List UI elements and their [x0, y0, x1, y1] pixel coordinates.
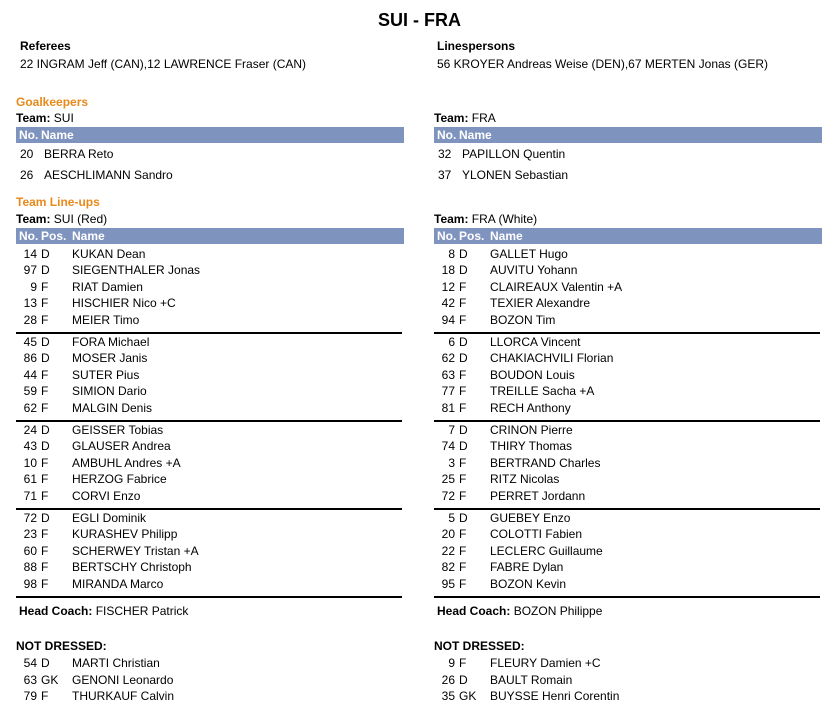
player-row: [16, 350, 404, 366]
team-name: SUI: [53, 111, 74, 125]
team-label: [434, 111, 496, 125]
player-number: 9: [448, 656, 455, 670]
player-number: 25: [441, 472, 455, 487]
player-position: D: [459, 335, 468, 349]
player-row: [434, 334, 822, 350]
team-lineup-name: SUI (Red): [53, 212, 108, 226]
player-position: F: [41, 296, 49, 311]
linespersons-label: Linespersons: [437, 39, 516, 53]
player-number: 94: [441, 312, 455, 327]
not-dressed-heading: NOT DRESSED:: [16, 639, 107, 653]
team-lineup-label: [16, 212, 107, 226]
team-label: [16, 111, 74, 125]
player-number: 63: [441, 367, 455, 382]
player-name: SIEGENTHALER Jonas: [72, 263, 201, 278]
player-number: 88: [23, 560, 37, 575]
player-row: [434, 279, 822, 295]
player-row: [434, 422, 822, 438]
player-row: [16, 438, 404, 454]
player-number: 9: [30, 279, 37, 294]
player-name: LLORCA Vincent: [490, 335, 581, 349]
player-name: RIAT Damien: [72, 279, 143, 294]
player-position: F: [41, 527, 49, 542]
player-number: 5: [448, 511, 455, 525]
player-name: SUTER Pius: [72, 367, 140, 382]
player-name: COLOTTI Fabien: [490, 527, 583, 542]
player-name: TEXIER Alexandre: [490, 296, 591, 311]
col-pos: Pos.: [41, 229, 67, 243]
player-position: F: [459, 279, 467, 294]
player-position: D: [41, 439, 50, 454]
player-row: [16, 559, 404, 575]
player-name: CORVI Enzo: [72, 488, 141, 503]
player-number: 61: [23, 472, 37, 487]
col-pos: Pos.: [459, 229, 485, 243]
player-row: [16, 543, 404, 559]
player-name: BUYSSE Henri Corentin: [490, 689, 620, 703]
player-number: 12: [441, 279, 455, 294]
player-name: TREILLE Sacha +A: [490, 384, 595, 399]
player-row: [16, 367, 404, 383]
player-position: F: [459, 656, 467, 670]
player-name: GLAUSER Andrea: [72, 439, 171, 454]
goalkeeper-name: PAPILLON Quentin: [462, 147, 566, 161]
player-row: [434, 455, 822, 471]
player-name: MEIER Timo: [72, 312, 140, 327]
player-number: 60: [23, 543, 37, 558]
player-number: 74: [441, 439, 455, 454]
player-name: GUEBEY Enzo: [490, 511, 571, 525]
player-name: CHAKIACHVILI Florian: [490, 351, 614, 366]
player-number: 14: [23, 247, 37, 261]
player-number: 8: [448, 247, 455, 261]
player-name: BOZON Kevin: [490, 576, 567, 591]
goalkeeper-name: AESCHLIMANN Sandro: [44, 168, 173, 182]
player-position: D: [41, 263, 50, 278]
player-row: [434, 510, 822, 526]
col-name: Name: [41, 128, 74, 142]
player-position: F: [459, 312, 467, 327]
player-position: F: [459, 488, 467, 503]
player-name: GALLET Hugo: [490, 247, 568, 261]
player-row: [16, 526, 404, 542]
player-name: BOUDON Louis: [490, 367, 575, 382]
player-row: [434, 400, 822, 416]
player-row: [16, 455, 404, 471]
referees-value: 22 INGRAM Jeff (CAN),12 LAWRENCE Fraser (CAN): [20, 57, 307, 71]
player-number: 62: [23, 400, 37, 415]
player-number: 98: [23, 576, 37, 591]
player-row: [16, 655, 404, 671]
player-row: [434, 526, 822, 542]
player-position: D: [41, 247, 50, 261]
col-no: No.: [437, 128, 457, 142]
player-row: [16, 672, 404, 688]
player-position: F: [41, 472, 49, 487]
player-name: FLEURY Damien +C: [490, 656, 601, 670]
goalkeeper-number: 26: [20, 168, 34, 182]
player-position: F: [41, 543, 49, 558]
team-name: FRA: [471, 111, 496, 125]
line-separator: [434, 596, 820, 598]
player-row: [16, 576, 404, 592]
player-number: 22: [441, 543, 455, 558]
player-number: 72: [441, 488, 455, 503]
player-number: 3: [448, 455, 455, 470]
head-coach-label: Head Coach:: [19, 604, 93, 618]
team-lineups-heading: Team Line-ups: [16, 195, 100, 209]
player-number: 59: [23, 384, 37, 399]
player-name: GENONI Leonardo: [72, 672, 174, 687]
player-name: BOZON Tim: [490, 312, 556, 327]
head-coach: [437, 604, 602, 618]
player-row: [16, 383, 404, 399]
player-row: [434, 488, 822, 504]
player-name: KUKAN Dean: [72, 247, 146, 261]
col-name: Name: [490, 229, 523, 243]
head-coach-name: BOZON Philippe: [513, 604, 603, 618]
player-position: F: [459, 400, 467, 415]
player-number: 42: [441, 296, 455, 311]
player-name: AUVITU Yohann: [490, 263, 578, 278]
page-title: SUI - FRA: [378, 10, 461, 30]
player-name: GEISSER Tobias: [72, 423, 164, 437]
player-position: F: [459, 576, 467, 591]
player-row: [16, 471, 404, 487]
player-position: F: [41, 367, 49, 382]
player-row: [16, 295, 404, 311]
goalkeeper-name: BERRA Reto: [44, 147, 114, 161]
player-row: [434, 350, 822, 366]
player-row: [434, 471, 822, 487]
player-name: BERTRAND Charles: [490, 455, 601, 470]
player-number: 20: [441, 527, 455, 542]
player-number: 18: [441, 263, 455, 278]
player-position: D: [41, 335, 50, 349]
not-dressed-heading: NOT DRESSED:: [434, 639, 525, 653]
player-position: F: [41, 455, 49, 470]
player-number: 7: [448, 423, 455, 437]
player-position: F: [459, 560, 467, 575]
player-name: SIMION Dario: [72, 384, 147, 399]
player-name: MALGIN Denis: [72, 400, 153, 415]
team-label-text: Team:: [434, 111, 469, 125]
player-position: F: [41, 400, 49, 415]
col-name: Name: [72, 229, 105, 243]
player-number: 24: [23, 423, 37, 437]
goalkeeper-number: 32: [438, 147, 452, 161]
player-position: F: [459, 296, 467, 311]
player-number: 44: [23, 367, 37, 382]
player-number: 79: [23, 689, 37, 703]
player-row: [434, 543, 822, 559]
player-position: F: [459, 455, 467, 470]
player-position: F: [41, 488, 49, 503]
player-row: [434, 367, 822, 383]
player-position: GK: [41, 672, 59, 687]
team-label-text: Team:: [434, 212, 469, 226]
player-name: RECH Anthony: [490, 400, 571, 415]
player-row: [434, 383, 822, 399]
player-row: [16, 312, 404, 328]
player-name: CLAIREAUX Valentin +A: [490, 279, 623, 294]
player-number: 82: [441, 560, 455, 575]
player-number: 97: [23, 263, 37, 278]
goalkeeper-number: 20: [20, 147, 34, 161]
team-lineup-label: [434, 212, 537, 226]
player-name: MIRANDA Marco: [72, 576, 164, 591]
player-position: F: [41, 279, 49, 294]
player-position: D: [459, 263, 468, 278]
team-label-text: Team:: [16, 111, 51, 125]
col-no: No.: [19, 229, 39, 243]
player-row: [434, 559, 822, 575]
player-number: 26: [441, 672, 455, 687]
referees-label: Referees: [20, 39, 71, 53]
player-row: [434, 438, 822, 454]
player-name: FABRE Dylan: [490, 560, 564, 575]
player-row: [434, 246, 822, 262]
player-name: FORA Michael: [72, 335, 150, 349]
line-separator: [16, 596, 402, 598]
player-row: [16, 400, 404, 416]
goalkeeper-number: 37: [438, 168, 452, 182]
player-row: [434, 688, 822, 704]
player-name: BERTSCHY Christoph: [72, 560, 192, 575]
player-name: PERRET Jordann: [490, 488, 586, 503]
goalkeeper-name: YLONEN Sebastian: [462, 168, 569, 182]
player-row: [434, 576, 822, 592]
player-position: F: [459, 472, 467, 487]
player-name: MOSER Janis: [72, 351, 148, 366]
player-name: HERZOG Fabrice: [72, 472, 167, 487]
player-number: 28: [23, 312, 37, 327]
player-number: 62: [441, 351, 455, 366]
goalkeepers-header-bar: [434, 127, 822, 143]
player-position: F: [41, 576, 49, 591]
player-number: 35: [441, 689, 455, 703]
player-row: [16, 510, 404, 526]
player-row: [434, 672, 822, 688]
player-row: [16, 262, 404, 278]
player-position: F: [41, 689, 49, 703]
head-coach-name: FISCHER Patrick: [95, 604, 189, 618]
player-position: D: [41, 511, 50, 525]
col-no: No.: [437, 229, 457, 243]
player-row: [16, 488, 404, 504]
col-name: Name: [459, 128, 492, 142]
team-lineup-name: FRA (White): [471, 212, 538, 226]
player-position: D: [41, 656, 50, 670]
player-number: 77: [441, 384, 455, 399]
player-name: KURASHEV Philipp: [72, 527, 178, 542]
player-position: F: [459, 543, 467, 558]
head-coach: [19, 604, 188, 618]
player-name: THURKAUF Calvin: [72, 689, 175, 703]
player-position: GK: [459, 689, 477, 703]
player-position: F: [41, 384, 49, 399]
player-name: LECLERC Guillaume: [490, 543, 603, 558]
player-number: 72: [23, 511, 37, 525]
player-number: 45: [23, 335, 37, 349]
player-position: D: [41, 423, 50, 437]
player-position: D: [459, 423, 468, 437]
goalkeepers-heading: Goalkeepers: [16, 95, 89, 109]
player-number: 95: [441, 576, 455, 591]
player-name: BAULT Romain: [490, 672, 573, 687]
player-position: D: [459, 439, 468, 454]
player-number: 63: [23, 672, 37, 687]
player-position: D: [41, 351, 50, 366]
player-name: MARTI Christian: [72, 656, 160, 670]
player-row: [434, 655, 822, 671]
head-coach-label: Head Coach:: [437, 604, 511, 618]
player-number: 23: [23, 527, 37, 542]
player-position: D: [459, 247, 468, 261]
col-no: No.: [19, 128, 39, 142]
player-number: 13: [23, 296, 37, 311]
player-name: SCHERWEY Tristan +A: [72, 543, 199, 558]
player-row: [434, 312, 822, 328]
player-number: 81: [441, 400, 455, 415]
player-position: D: [459, 511, 468, 525]
player-number: 86: [23, 351, 37, 366]
player-name: CRINON Pierre: [490, 423, 573, 437]
player-name: RITZ Nicolas: [490, 472, 560, 487]
player-name: HISCHIER Nico +C: [72, 296, 176, 311]
player-number: 43: [23, 439, 37, 454]
player-name: EGLI Dominik: [72, 511, 147, 525]
player-name: THIRY Thomas: [490, 439, 573, 454]
player-name: AMBUHL Andres +A: [72, 455, 181, 470]
team-label-text: Team:: [16, 212, 51, 226]
player-row: [434, 262, 822, 278]
player-row: [16, 422, 404, 438]
player-position: F: [459, 527, 467, 542]
lineup-header-bar: [434, 228, 822, 244]
lineup-header-bar: [16, 228, 404, 244]
player-row: [16, 334, 404, 350]
player-row: [16, 688, 404, 704]
player-number: 54: [23, 656, 37, 670]
player-position: D: [459, 672, 468, 687]
player-number: 10: [23, 455, 37, 470]
player-number: 71: [23, 488, 37, 503]
goalkeepers-header-bar: [16, 127, 404, 143]
player-position: F: [41, 560, 49, 575]
player-row: [434, 295, 822, 311]
player-position: F: [459, 367, 467, 382]
player-row: [16, 246, 404, 262]
player-position: F: [41, 312, 49, 327]
player-row: [16, 279, 404, 295]
linespersons-value: 56 KROYER Andreas Weise (DEN),67 MERTEN Jonas (GER): [437, 57, 768, 71]
player-position: D: [459, 351, 468, 366]
player-number: 6: [448, 335, 455, 349]
player-position: F: [459, 384, 467, 399]
